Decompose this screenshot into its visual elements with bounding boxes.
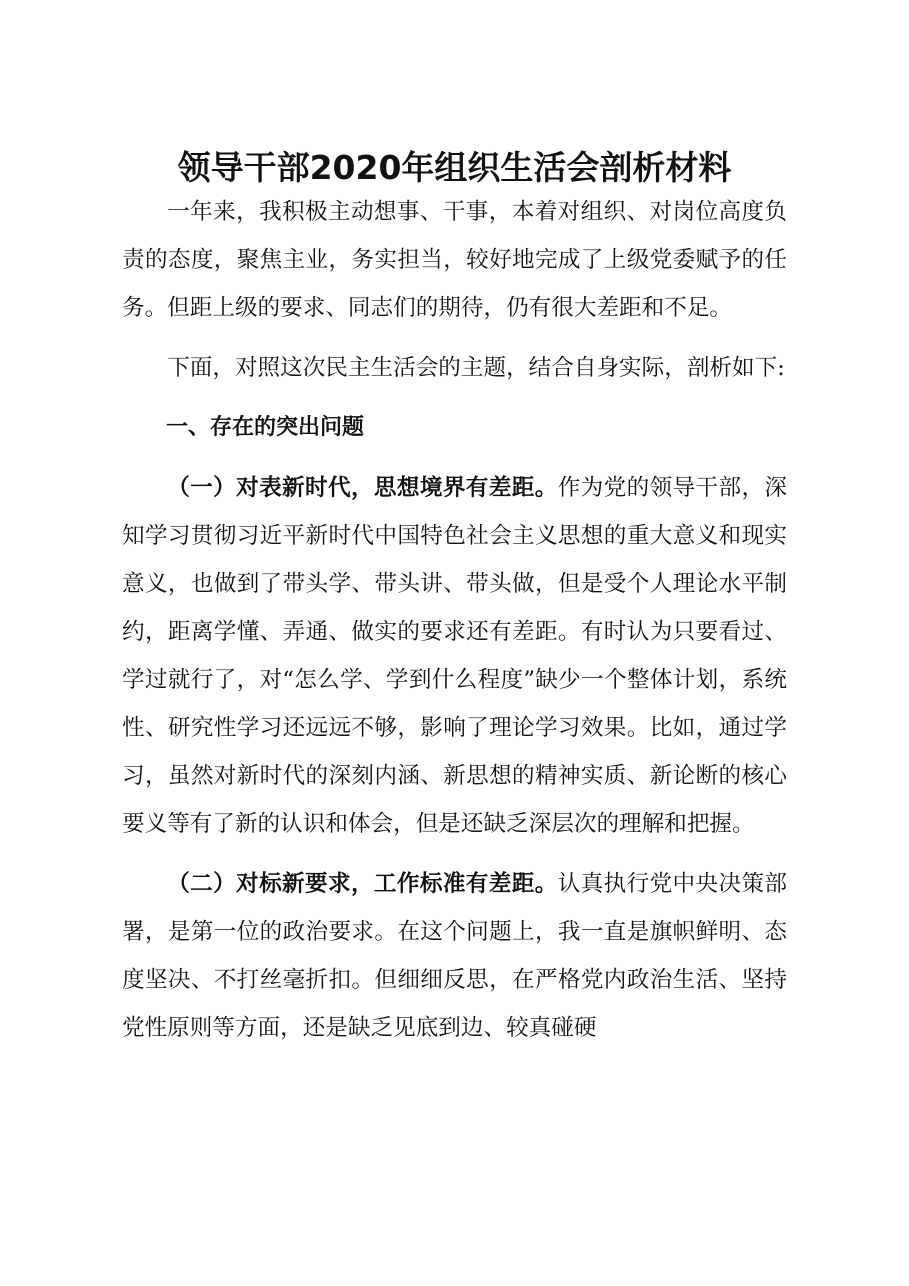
intro-paragraph-2: 下面，对照这次民主生活会的主题，结合自身实际，剖析如下: <box>167 355 785 381</box>
section-heading-1: 一、存在的突出问题 <box>166 415 365 440</box>
item-2-lead: （二）对标新要求，工作标准有差距。 <box>167 871 558 897</box>
item-paragraph-1 <box>122 464 787 848</box>
document-body <box>122 188 787 1064</box>
intro-paragraph-1: 一年来，我积极主动想事、干事，本着对组织、对岗位高度负责的态度，聚焦主业，务实担当，较好地完成了上级党委赋予的任务。但距上级的要求、同志们的期待，仍有很大差距和不足。 <box>122 199 787 321</box>
item-1-lead: （一）对表新时代，思想境界有差距。 <box>167 475 558 501</box>
document-title: 领导干部2020年组织生活会剖析材料 <box>177 148 732 187</box>
item-paragraph-2 <box>122 860 787 1052</box>
item-1-body: 作为党的领导干部，深知学习贯彻习近平新时代中国特色社会主义思想的重大意义和现实意义，也做到了带头学、带头讲、带头做，但是受个人理论水平制约，距离学懂、弄通、做实的要求还有差距。有时认为只要看过、学过就行了，对“怎么学、学到什么程度”缺少一个整体计划，系统性、研究性学习还远远不够，影响了理论学习效果。比如，通过学习，虽然对新时代的深刻内涵、新思想的精神实质、新论断的核心要义等有了新的认识和体会，但是还缺乏深层次的理解和把握。 <box>122 475 788 837</box>
item-2-body: 认真执行党中央决策部署，是第一位的政治要求。在这个问题上，我一直是旗帜鲜明、态度坚决、不打丝毫折扣。但细细反思，在严格党内政治生活、坚持党性原则等方面，还是缺乏见底到边、较真碰硬 <box>122 871 788 1041</box>
